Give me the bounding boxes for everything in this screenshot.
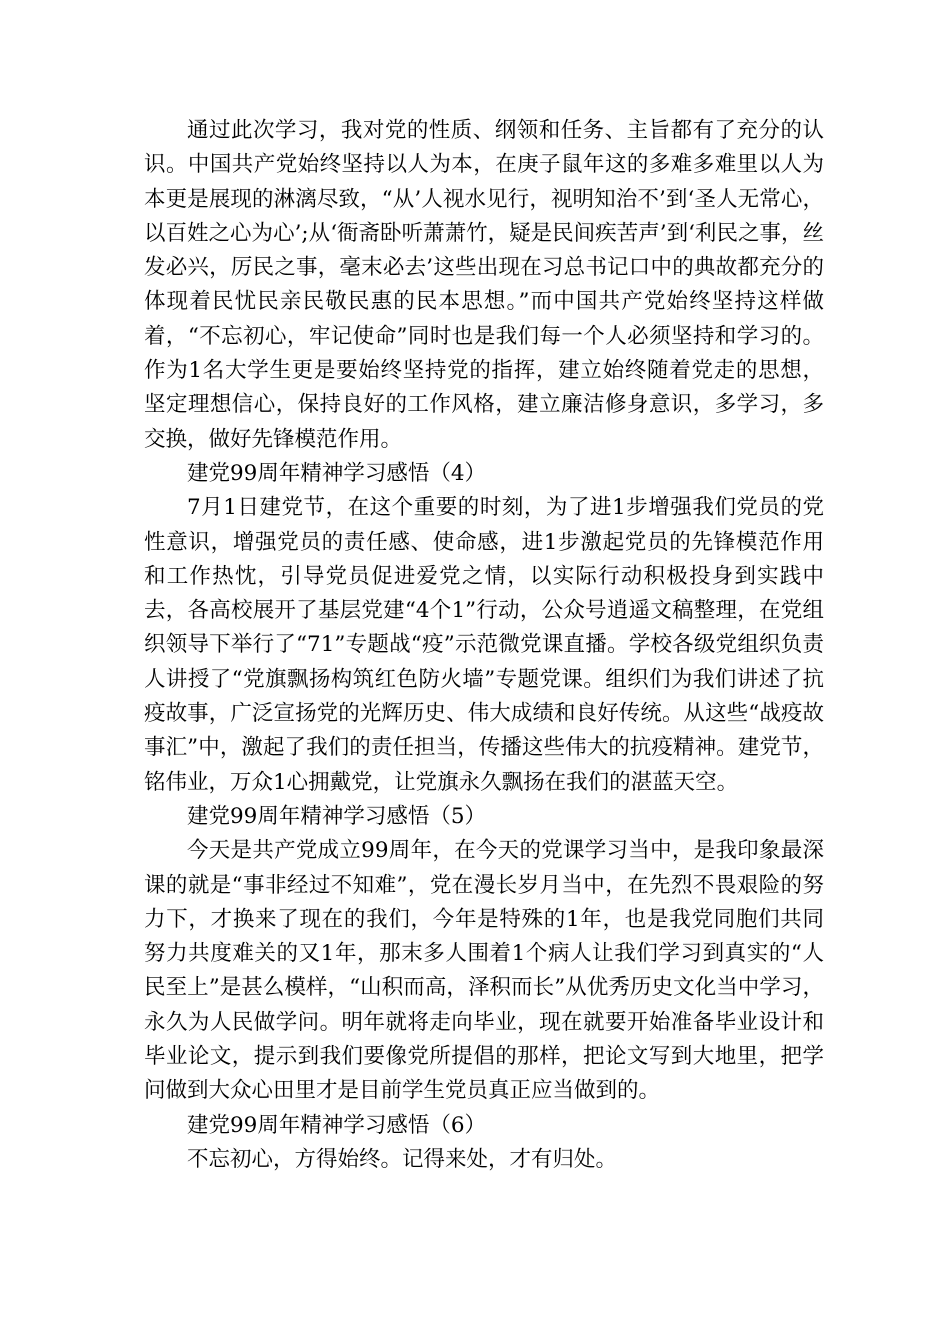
section-heading-6: 建党99周年精神学习感悟（6）	[187, 1112, 487, 1138]
paragraph-section-4: 7月1日建党节，在这个重要的时刻，为了进1步增强我们党员的党性意识，增强党员的责任感、使命感，进1步激起党员的先锋模范作用和工作热忱，引导党员促进爱党之情，以实际行动积极投身到实践中去，各高校展开了基层党建“4个1”行动，公众号逍遥文稿整理，在党组织领导下举行了“71”专题战“疫”示范微党课直播。学校各级党组织负责人讲授了“党旗飘扬构筑红色防火墙”专题党课。组织们为我们讲述了抗疫故事，广泛宣扬党的光辉历史、伟大成绩和良好传统。从这些“战疫故事汇”中，激起了我们的责任担当，传播这些伟大的抗疫精神。建党节，铭伟业，万众1心拥戴党，让党旗永久飘扬在我们的湛蓝天空。	[144, 495, 824, 795]
section-heading-4: 建党99周年精神学习感悟（4）	[187, 460, 487, 486]
section-heading-5: 建党99周年精神学习感悟（5）	[187, 803, 487, 829]
paragraph-intro: 通过此次学习，我对党的性质、纲领和任务、主旨都有了充分的认识。中国共产党始终坚持以人为本，在庚子鼠年这的多难多难里以人为本更是展现的淋漓尽致，“从’人视水见行，视明知治不’到‘圣人无常心，以百姓之心为心’;从‘衙斋卧听萧萧竹，疑是民间疾苦声’到‘利民之事，丝发必兴，厉民之事，毫末必去’这些出现在习总书记口中的典故都充分的体现着民忧民亲民敬民惠的民本思想。”而中国共产党始终坚持这样做着，“不忘初心，牢记使命”同时也是我们每一个人必须坚持和学习的。作为1名大学生更是要始终坚持党的指挥，建立始终随着党走的思想，坚定理想信心，保持良好的工作风格，建立廉洁修身意识，多学习，多交换，做好先锋模范作用。	[144, 118, 824, 452]
paragraph-section-5: 今天是共产党成立99周年，在今天的党课学习当中，是我印象最深课的就是“事非经过不知难”，党在漫长岁月当中，在先烈不畏艰险的努力下，才换来了现在的我们，今年是特殊的1年，也是我党同胞们共同努力共度难关的又1年，那末多人围着1个病人让我们学习到真实的“人民至上”是甚么模样，“山积而高，泽积而长”从优秀历史文化当中学习，永久为人民做学问。明年就将走向毕业，现在就要开始准备毕业设计和毕业论文，提示到我们要像党所提倡的那样，把论文写到大地里，把学问做到大众心田里才是目前学生党员真正应当做到的。	[144, 838, 824, 1104]
document-body	[144, 114, 824, 1177]
paragraph-section-6: 不忘初心，方得始终。记得来处，才有归处。	[187, 1146, 618, 1172]
